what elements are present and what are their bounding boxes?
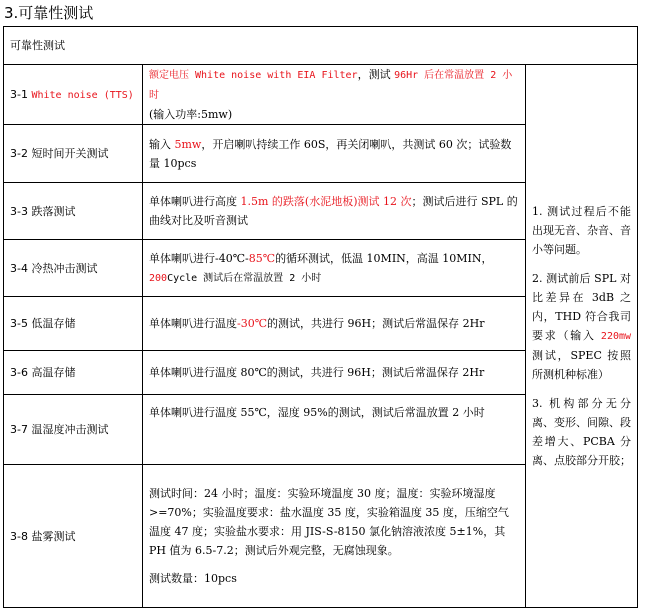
item-number: 3-4: [10, 261, 28, 275]
test-description: [143, 465, 526, 608]
item-number: 3-7: [10, 423, 28, 436]
note-part: 测试，SPEC 按照所测机种标准）: [532, 349, 632, 381]
desc-part: 单体喇叭进行高度: [149, 195, 241, 208]
item-name: 跌落测试: [31, 204, 76, 218]
item-name: 温湿度冲击测试: [31, 423, 109, 436]
reliability-test-table: [3, 26, 638, 608]
test-description: [143, 351, 526, 395]
desc-part: 单体喇叭进行-40℃-: [149, 251, 249, 265]
item-name: 冷热冲击测试: [31, 261, 98, 275]
desc-part: 单体喇叭进行温度 80℃的测试，共进行 96H；测试后常温保存 2Hr: [149, 366, 485, 379]
section-heading: 3.可靠性测试: [4, 4, 94, 22]
test-item-3-4: [4, 240, 143, 297]
desc-part: 测试数量：10pcs: [149, 572, 237, 585]
desc-part: 96Hr 后在常温放置 2 小时: [149, 70, 513, 101]
desc-part: 85℃: [248, 251, 276, 265]
desc-part: 的循环测试，低温 10MIN，高温 10MIN，: [275, 251, 493, 265]
criteria-note-3: 3. 机构部分无分离、变形、间隙、段差增大、PCBA 分离、点胶部分开胶；: [532, 397, 632, 467]
desc-part: ，测试: [357, 68, 395, 81]
item-name: 短时间开关测试: [31, 147, 109, 160]
test-item-3-6: [4, 351, 143, 395]
desc-part: 测试时间：24 小时；温度：实验环境温度 30 度；温度：实验环境湿度>=70%；实验温度要求：盐水温度 35 度，实验箱温度 35 度，压缩空气温度 47 度；实验盐水要求：用 JIS-S-8150 氯化钠溶液浓度 5±1%，其 PH 值为 6.5-7.2；测试后外观完整，无腐蚀现象。: [149, 487, 509, 557]
note-part: 2. 测试前后 SPL 对比差异在 3dB 之内，THD 符合我司要求（输入: [532, 272, 632, 342]
table-row: [4, 65, 638, 125]
criteria-note-2: [532, 269, 631, 384]
test-criteria-notes: [526, 65, 638, 608]
desc-part: ，开启喇叭持续工作 60S，再关闭喇叭，共测试 60 次；试验数量 10pcs: [149, 137, 512, 170]
table-title: 可靠性测试: [4, 27, 638, 65]
desc-part: 单体喇叭进行温度: [149, 317, 237, 330]
test-item-3-3: [4, 183, 143, 240]
desc-part: Cycle 测试后在常温放置 2 小时: [167, 272, 322, 284]
item-name: 高温存储: [31, 366, 76, 379]
item-number: 3-5: [10, 317, 28, 330]
test-description: [143, 297, 526, 351]
test-description: [143, 65, 526, 125]
desc-part: 5mw: [174, 137, 202, 151]
test-item-3-1: [4, 65, 143, 125]
item-name: 盐雾测试: [31, 529, 76, 543]
item-number: 3-8: [10, 529, 28, 543]
desc-part: 1.5m 的跌落(水泥地板)测试 12 次: [240, 195, 412, 208]
item-number: 3-2: [10, 147, 28, 160]
test-item-3-2: [4, 125, 143, 183]
criteria-note-1: 1. 测试过程后不能出现无音、杂音、音小等问题。: [532, 205, 632, 256]
desc-part: 200: [149, 272, 168, 284]
test-description: [143, 183, 526, 240]
test-item-3-5: [4, 297, 143, 351]
desc-part: (输入功率:5mw): [149, 108, 233, 121]
note-part: 220mw: [600, 331, 632, 342]
desc-part: 的测试，共进行 96H；测试后常温保存 2Hr: [267, 317, 485, 330]
desc-part: 单体喇叭进行温度 55℃，湿度 95%的测试，测试后常温放置 2 小时: [149, 406, 485, 419]
test-description: [143, 395, 526, 465]
item-number: 3-3: [10, 204, 28, 218]
desc-part: 输入: [149, 137, 175, 151]
test-item-3-7: [4, 395, 143, 465]
item-name: White noise (TTS): [31, 89, 134, 101]
test-description: [143, 240, 526, 297]
item-number: 3-1: [10, 87, 28, 101]
test-description: [143, 125, 526, 183]
desc-part: ；测试后进行 SPL 的曲线对比及听音测试: [149, 195, 518, 227]
desc-part: 额定电压 White noise with EIA Filter: [149, 70, 358, 81]
table-header-row: [4, 27, 638, 65]
desc-part: -30℃: [237, 317, 268, 330]
item-number: 3-6: [10, 366, 28, 379]
test-item-3-8: [4, 465, 143, 608]
item-name: 低温存储: [31, 317, 76, 330]
